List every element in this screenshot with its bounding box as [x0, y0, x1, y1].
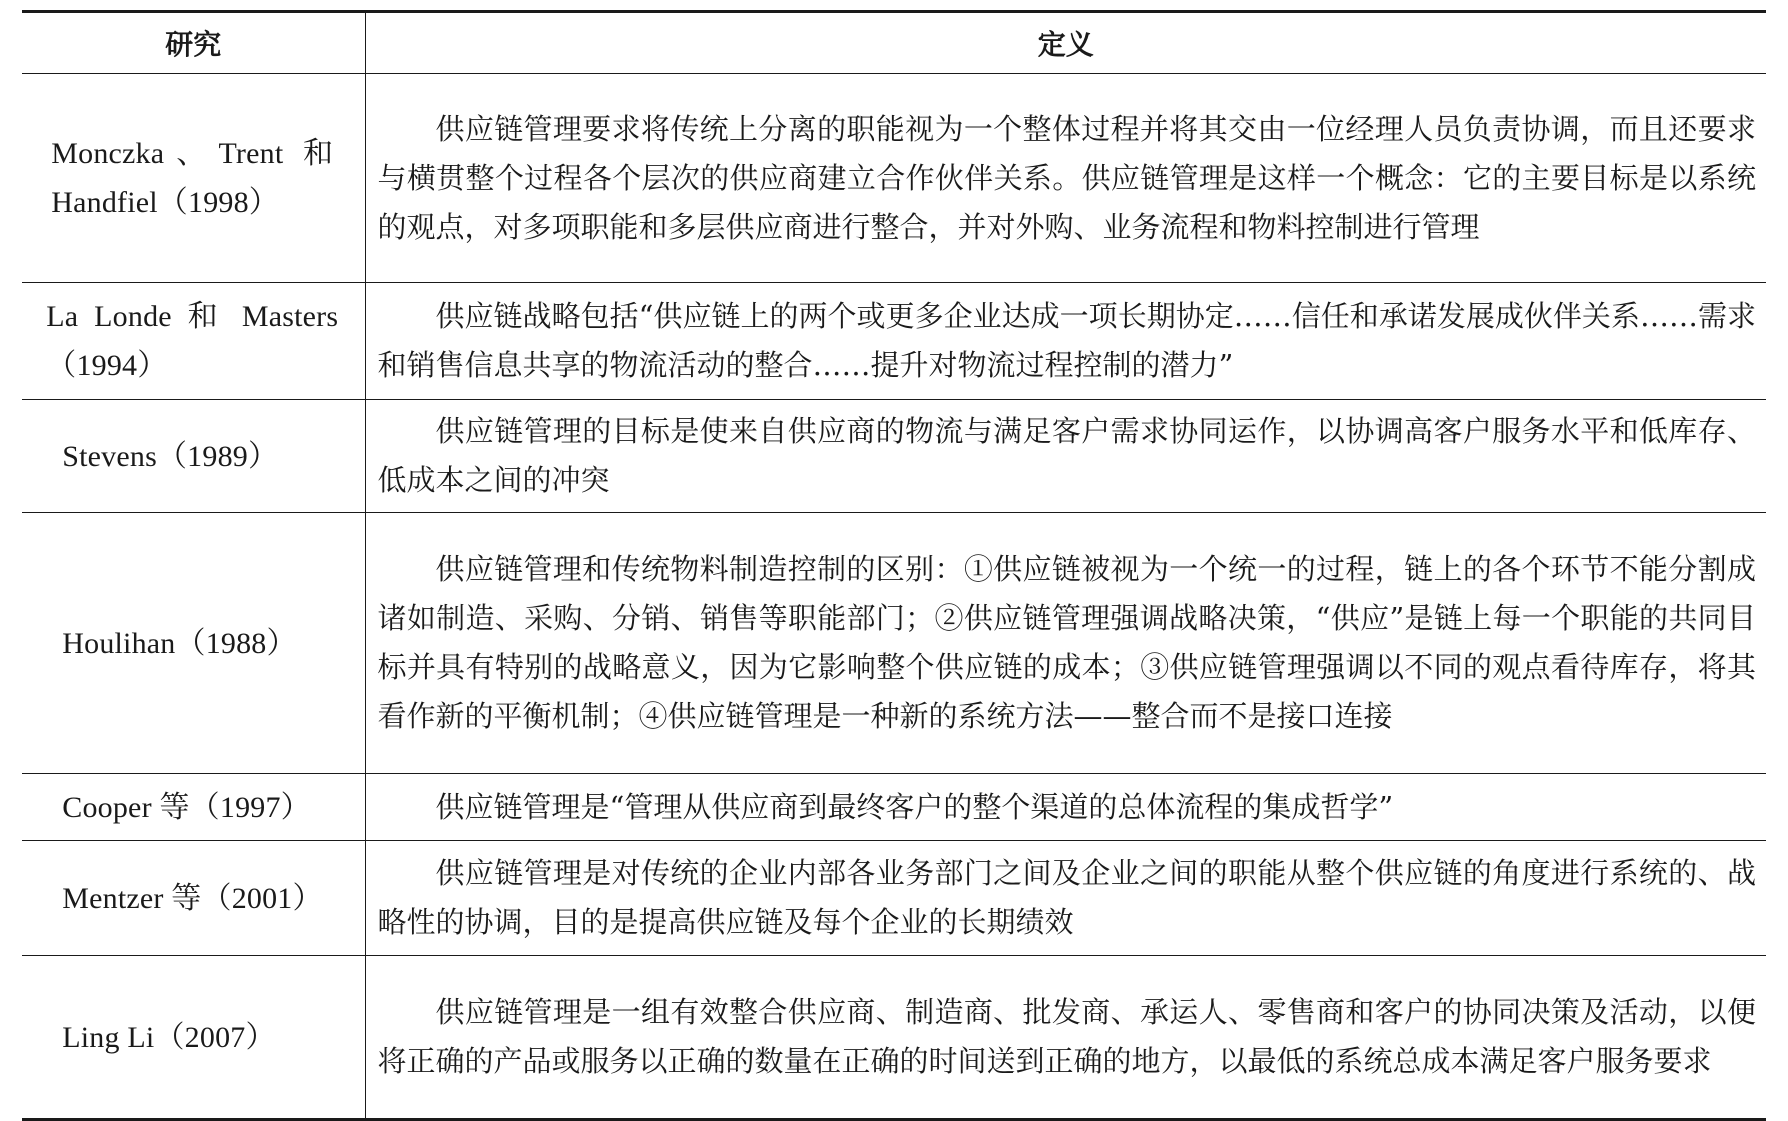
table-row: [22, 513, 1766, 774]
table-row: [22, 400, 1766, 513]
table-row: [22, 841, 1766, 956]
study-cell: [22, 956, 365, 1120]
study-name: Ling Li（2007）: [62, 1020, 276, 1054]
definition-cell: 供应链管理是对传统的企业内部各业务部门之间及企业之间的职能从整个供应链的角度进行系统的、战略性的协调，目的是提高供应链及每个企业的长期绩效: [365, 841, 1766, 956]
study-name: Houlihan（1988）: [62, 626, 297, 660]
supply-chain-definitions-table: [22, 10, 1766, 1121]
study-cell: [22, 283, 365, 400]
definition-cell: 供应链管理和传统物料制造控制的区别：①供应链被视为一个统一的过程，链上的各个环节不能分割成诸如制造、采购、分销、销售等职能部门；②供应链管理强调战略决策，“供应”是链上每一个职能的共同目标并具有特别的战略意义，因为它影响整个供应链的成本；③供应链管理强调以不同的观点看待库存，将其看作新的平衡机制；④供应链管理是一种新的系统方法——整合而不是接口连接: [365, 513, 1766, 774]
table-row: [22, 956, 1766, 1120]
study-name: Mentzer 等（2001）: [62, 881, 323, 915]
study-cell: [22, 841, 365, 956]
definitions-table-container: [22, 10, 1766, 1121]
study-cell: [22, 74, 365, 283]
study-name: Stevens（1989）: [62, 439, 279, 473]
definition-cell: 供应链战略包括“供应链上的两个或更多企业达成一项长期协定……信任和承诺发展成伙伴关系……需求和销售信息共享的物流活动的整合……提升对物流过程控制的潜力”: [365, 283, 1766, 400]
study-cell: [22, 774, 365, 841]
table-row: [22, 283, 1766, 400]
study-cell: [22, 400, 365, 513]
study-name: Monczka、Trent 和 Handfiel（1998）: [51, 137, 334, 219]
study-name: La Londe 和 Masters（1994）: [46, 300, 339, 382]
table-row: [22, 774, 1766, 841]
definition-cell: 供应链管理是一组有效整合供应商、制造商、批发商、承运人、零售商和客户的协同决策及活动，以便将正确的产品或服务以正确的数量在正确的时间送到正确的地方，以最低的系统总成本满足客户服务要求: [377, 995, 1756, 1078]
table-row: [22, 74, 1766, 283]
definition-cell: 供应链管理的目标是使来自供应商的物流与满足客户需求协同运作，以协调高客户服务水平和低库存、低成本之间的冲突: [365, 400, 1766, 513]
column-header-definition: 定义: [365, 12, 1766, 74]
table-header-row: [22, 12, 1766, 74]
definition-cell: 供应链管理是“管理从供应商到最终客户的整个渠道的总体流程的集成哲学”: [365, 774, 1766, 841]
column-header-study: 研究: [22, 12, 365, 74]
definition-cell: 供应链管理要求将传统上分离的职能视为一个整体过程并将其交由一位经理人员负责协调，而且还要求与横贯整个过程各个层次的供应商建立合作伙伴关系。供应链管理是这样一个概念：它的主要目标是以系统的观点，对多项职能和多层供应商进行整合，并对外购、业务流程和物料控制进行管理: [365, 74, 1766, 283]
study-cell: [22, 513, 365, 774]
study-name: Cooper 等（1997）: [62, 790, 311, 824]
